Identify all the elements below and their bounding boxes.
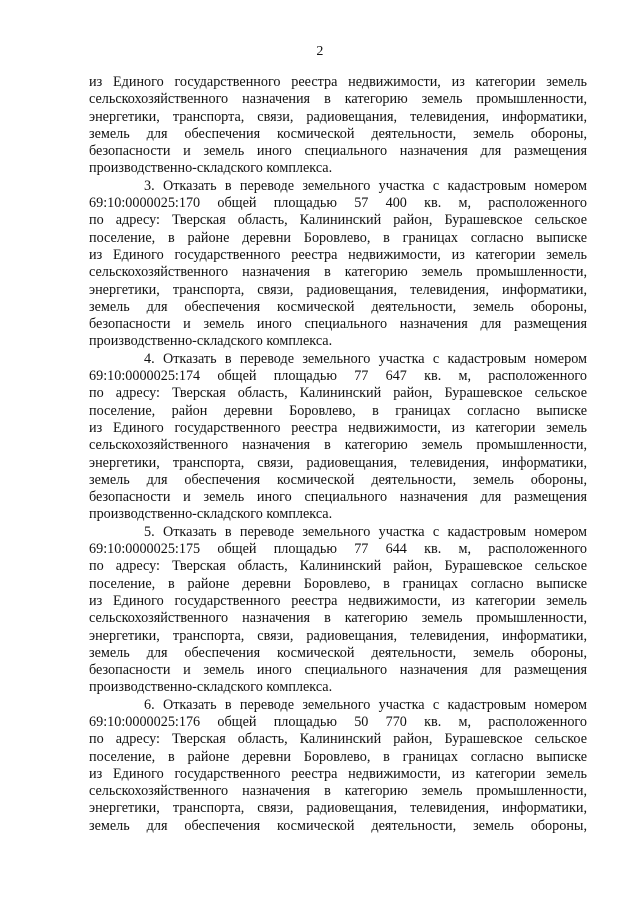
- paragraph-item-6: [89, 697, 587, 835]
- text-line: производственно-складского комплекса.: [89, 679, 333, 696]
- text-line: 6. Отказать в переводе земельного участка с кадастровым номером: [144, 696, 587, 713]
- text-line: энергетики, транспорта, связи, радиовещания, телевидения, информатики,: [89, 454, 587, 471]
- text-line: сельскохозяйственного назначения в категорию земель промышленности,: [89, 610, 587, 627]
- text-line: поселение, в районе деревни Боровлево, в границах согласно выписке: [89, 748, 587, 765]
- text-line: сельскохозяйственного назначения в категорию земель промышленности,: [89, 264, 587, 281]
- text-line: производственно-складского комплекса.: [89, 333, 333, 350]
- text-line: из Единого государственного реестра недвижимости, из категории земель: [89, 419, 587, 436]
- text-line: земель для обеспечения космической деятельности, земель обороны,: [89, 298, 587, 315]
- text-line: по адресу: Тверская область, Калининский район, Бурашевское сельское: [89, 558, 587, 575]
- text-line: 69:10:0000025:175 общей площадью 77 644 кв. м, расположенного: [89, 541, 587, 558]
- text-line: энергетики, транспорта, связи, радиовещания, телевидения, информатики,: [89, 281, 587, 298]
- text-line: земель для обеспечения космической деятельности, земель обороны,: [89, 471, 587, 488]
- text-line: земель для обеспечения космической деятельности, земель обороны,: [89, 125, 587, 142]
- text-line: поселение, в районе деревни Боровлево, в границах согласно выписке: [89, 229, 587, 246]
- text-line: поселение, в районе деревни Боровлево, в границах согласно выписке: [89, 575, 587, 592]
- text-line: безопасности и земель иного специального назначения для размещения: [89, 489, 587, 506]
- text-line: безопасности и земель иного специального назначения для размещения: [89, 662, 587, 679]
- paragraph-item-3: [89, 178, 587, 351]
- text-line: земель для обеспечения космической деятельности, земель обороны,: [89, 817, 587, 834]
- text-line: энергетики, транспорта, связи, радиовещания, телевидения, информатики,: [89, 800, 587, 817]
- text-line: энергетики, транспорта, связи, радиовещания, телевидения, информатики,: [89, 627, 587, 644]
- text-line: безопасности и земель иного специального назначения для размещения: [89, 316, 587, 333]
- text-line: сельскохозяйственного назначения в категорию земель промышленности,: [89, 437, 587, 454]
- text-line: из Единого государственного реестра недвижимости, из категории земель: [89, 592, 587, 609]
- text-line: из Единого государственного реестра недвижимости, из категории земель: [89, 765, 587, 782]
- text-line: по адресу: Тверская область, Калининский район, Бурашевское сельское: [89, 385, 587, 402]
- text-line: земель для обеспечения космической деятельности, земель обороны,: [89, 644, 587, 661]
- text-line: 5. Отказать в переводе земельного участка с кадастровым номером: [144, 523, 587, 540]
- text-line: производственно-складского комплекса.: [89, 506, 333, 523]
- text-line: энергетики, транспорта, связи, радиовещания, телевидения, информатики,: [89, 108, 587, 125]
- text-line: производственно-складского комплекса.: [89, 160, 333, 177]
- text-line: сельскохозяйственного назначения в категорию земель промышленности,: [89, 91, 587, 108]
- text-line: 69:10:0000025:176 общей площадью 50 770 кв. м, расположенного: [89, 713, 587, 730]
- paragraph-item-4: [89, 351, 587, 524]
- text-line: 4. Отказать в переводе земельного участка с кадастровым номером: [144, 350, 587, 367]
- page-number: 2: [316, 44, 324, 59]
- text-line: 3. Отказать в переводе земельного участка с кадастровым номером: [144, 177, 587, 194]
- text-line: 69:10:0000025:170 общей площадью 57 400 кв. м, расположенного: [89, 195, 587, 212]
- text-line: по адресу: Тверская область, Калининский район, Бурашевское сельское: [89, 731, 587, 748]
- paragraph-continuation: [89, 74, 587, 178]
- text-line: из Единого государственного реестра недвижимости, из категории земель: [89, 74, 587, 90]
- document-body: [89, 74, 587, 835]
- paragraph-item-5: [89, 524, 587, 697]
- text-line: поселение, район деревни Боровлево, в границах согласно выписке: [89, 402, 587, 419]
- text-line: 69:10:0000025:174 общей площадью 77 647 кв. м, расположенного: [89, 368, 587, 385]
- text-line: из Единого государственного реестра недвижимости, из категории земель: [89, 246, 587, 263]
- text-line: по адресу: Тверская область, Калининский район, Бурашевское сельское: [89, 212, 587, 229]
- text-line: сельскохозяйственного назначения в категорию земель промышленности,: [89, 783, 587, 800]
- text-line: безопасности и земель иного специального назначения для размещения: [89, 143, 587, 160]
